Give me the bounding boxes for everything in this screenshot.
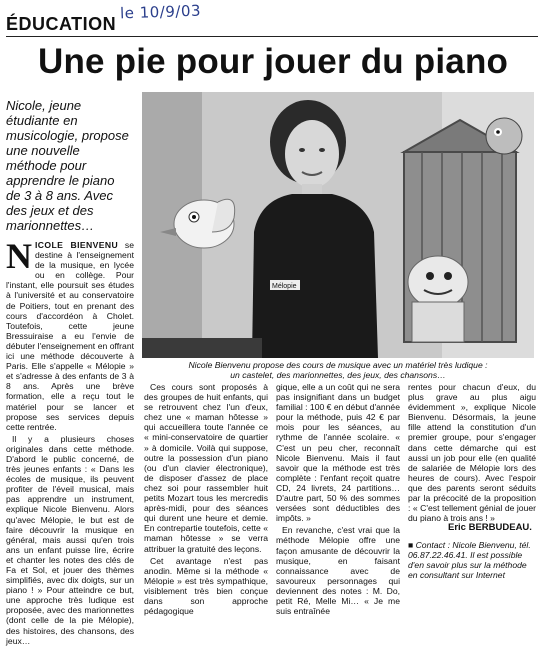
section-label: ÉDUCATION [6, 14, 117, 34]
intro-text: Nicole, jeune étudiante en musicologie, propose une nouvelle méthode pour apprendre le piano de 3 à 8 ans. Avec des jeux et des marionnettes… [6, 98, 129, 233]
photo-caption [142, 360, 534, 380]
handwritten-date: le 10/9/03 [119, 1, 202, 23]
headline: Une pie pour jouer du piano [38, 42, 509, 81]
paragraph-5: gique, elle a un coût qui ne sera pas insignifiant dans un budget familial : 100 € en début d'année pour la méthode, puis 42 € par mois pour les séances, au rythme de l'année scolaire. « C'est un peu cher, reconnaît Nicole Bienvenu. Mais il faut savoir que la méthode est très complète : l'enfant reçoit quatre CD, 24 livrets, 24 partitions… D'autre part, 50 % des sommes versées sont déductibles des impôts. » [276, 382, 400, 524]
paragraph-7: rentes pour chacun d'eux, du plus grave au plus aigu évidemment », explique Nicole Bienvenu. Désormais, la jeune fille attend la constitution d'un premier groupe, pour s'engager dans cette démarche qui est aussi un job pour elle (en qualité de salariée de Mélopie lors des heures de cours). Avec l'espoir que des parents seront séduits par la précocité de la proposition : « C'est tellement génial de jouer du piano à trois ans ! » [408, 382, 536, 524]
dropcap-letter: N [6, 236, 32, 276]
author-signature: Eric BERBUDEAU. [448, 522, 532, 533]
article-name-caps: ICOLE BIENVENU [35, 240, 119, 250]
paragraph-1 [6, 236, 134, 432]
article-photo [142, 92, 534, 358]
caption-line-2: un castelet, des marionnettes, des jeux, des chansons… [230, 370, 446, 380]
photo-sign-text: Mélopie [272, 283, 297, 290]
article-column-2 [144, 382, 268, 617]
contact-box: ■ Contact : Nicole Bienvenu, tél. 06.87.22.46.41. Il est possible d'en savoir plus sur la méthode en consultant sur Internet [408, 540, 531, 580]
paragraph-6: En revanche, c'est vrai que la méthode Mélopie offre une façon amusante de découvrir la musique, en faisant connaissance avec de savoureux personnages qui deviennent des notes : M. Do, petit Ré, Melle Mi… « Je me suis entraînée [276, 525, 400, 617]
caption-line-1: Nicole Bienvenu propose des cours de musique avec un matériel très ludique : [188, 360, 488, 370]
article-column-3 [276, 382, 400, 617]
article-column-1 [6, 236, 134, 646]
article-column-4 [408, 382, 536, 522]
paragraph-3: Ces cours sont proposés à des groupes de huit enfants, qui se retrouvent chez l'un d'eux, chez une « maman hôtesse » qui accueillera toute l'année ce « mini-conservatoire de quartier » à domicile. Voilà qui suppose, outre la possession d'un piano (ou d'un clavier électronique), de disposer d'assez de place chez soi pour rassembler huit petits Mozart tous les mercredis après-midi, pour des séances qui durent une heure et demie. En contrepartie toutefois, cette « maman hôtesse » se verra attribuer la gratuité des leçons. [144, 382, 268, 554]
paragraph-1-body: se destine à l'enseignement de la musique, en lycée ou en collège. Pour l'instant, elle poursuit ses études à l'université et au conservatoire de Poitiers, tout en prenant des cours d'accordéon à Cholet. Toutefois, cette jeune Bressuiraise a eu l'envie de débuter l'enseignement en offrant ici une méthode découverte à Paris. Elle s'appelle « Mélopie » et s'adresse à des enfants de 3 à 8 ans. Après une brève formation, elle a reçu tout le matériel pour se lancer et propose ses services depuis cette rentrée. [6, 240, 134, 432]
photo-illustration [142, 92, 534, 358]
section-rule [6, 36, 538, 37]
paragraph-2: Il y a plusieurs choses originales dans cette méthode. D'abord le public concerné, de très jeunes enfants : « Dans les écoles de musique, ils peuvent profiter de l'éveil musical, mais pas apprendre un instrument, explique Nicole Bienvenu. Alors qu'avec Mélopie, le but est de faire découvrir la musique en général, mais aussi qu'en trois ans un enfant puisse lire, écrire et chanter les notes des clés de Fa et Sol, et jouer des thèmes simplifiés, avec dix doigts, sur un piano ! » Pour atteindre ce but, une approche très ludique est proposée, avec des marionnettes (dont celle de la pie Mélopie), des histoires, des chansons, des jeux… [6, 433, 134, 646]
paragraph-4: Cet avantage n'est pas anodin. Même si la méthode « Mélopie » est très sympathique, visiblement très bien conçue dans son approche pédagogique [144, 555, 268, 617]
